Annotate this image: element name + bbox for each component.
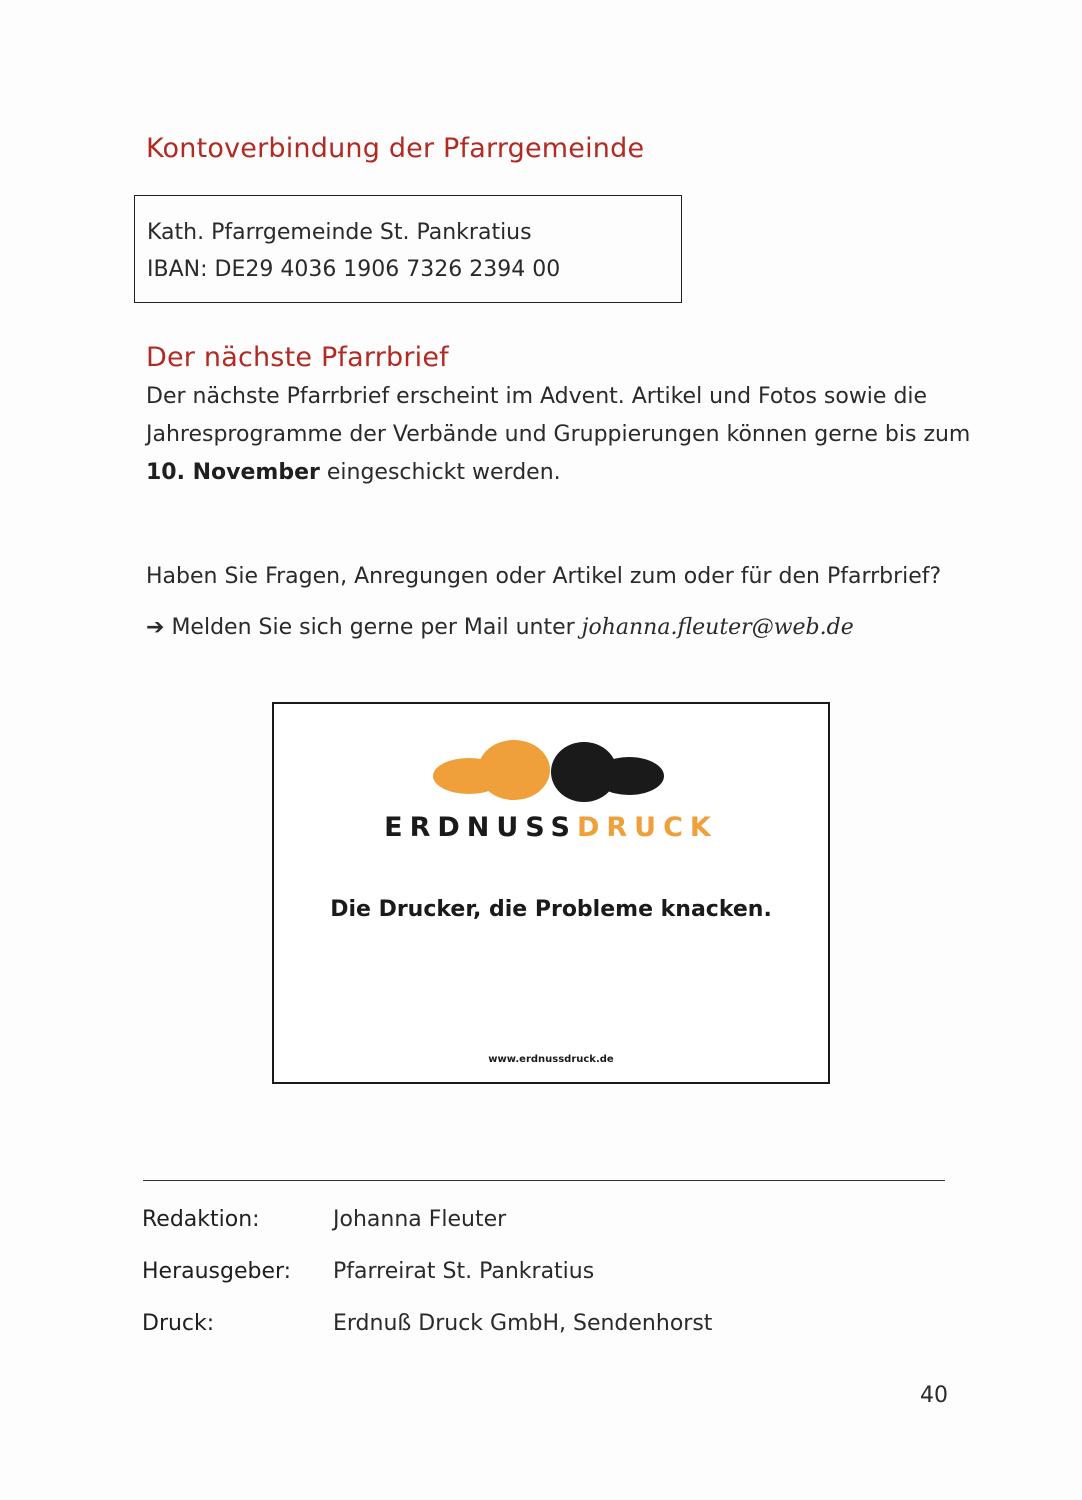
advertisement-box	[272, 702, 830, 1084]
contact-line	[146, 609, 976, 647]
questions-text: Haben Sie Fragen, Anregungen oder Artikel zum oder für den Pfarrbrief?	[146, 564, 942, 589]
pfarrbrief-text-before: Der nächste Pfarrbrief erscheint im Advent. Artikel und Fotos sowie die Jahresprogramme der Verbände und Gruppierungen können gerne bis zum	[146, 384, 971, 447]
imprint-row	[142, 1252, 842, 1304]
imprint-label: Druck:	[142, 1311, 215, 1336]
iban-line	[147, 251, 669, 288]
divider-line	[143, 1180, 945, 1181]
pfarrbrief-paragraph	[146, 378, 976, 492]
orange-peanut-shapes	[433, 740, 550, 800]
black-peanut-shapes	[551, 742, 664, 802]
email-link[interactable]: johanna.fleuter@web.de	[581, 615, 854, 640]
iban-label: IBAN:	[147, 257, 208, 282]
imprint-row	[142, 1200, 842, 1252]
account-box	[134, 195, 682, 303]
imprint-label: Redaktion:	[142, 1207, 260, 1232]
account-holder: Kath. Pfarrgemeinde St. Pankratius	[147, 220, 532, 245]
contact-prompt: Melden Sie sich gerne per Mail unter	[171, 615, 575, 640]
deadline-date: 10. November	[146, 460, 320, 485]
ad-slogan: Die Drucker, die Probleme knacken.	[330, 897, 772, 922]
imprint-value: Pfarreirat St. Pankratius	[333, 1259, 595, 1284]
pfarrbrief-heading: Der nächste Pfarrbrief	[146, 342, 449, 373]
brand-name: ERDNUSSDRUCK	[384, 812, 718, 843]
imprint-label: Herausgeber:	[142, 1259, 292, 1284]
imprint-value: Erdnuß Druck GmbH, Sendenhorst	[333, 1311, 713, 1336]
imprint	[142, 1200, 842, 1356]
iban-value: DE29 4036 1906 7326 2394 00	[214, 257, 561, 282]
imprint-value: Johanna Fleuter	[333, 1207, 507, 1232]
peanut-logo-icon	[424, 734, 674, 809]
pfarrbrief-text-after: eingeschickt werden.	[319, 460, 561, 485]
ad-url[interactable]: www.erdnussdruck.de	[488, 1054, 614, 1065]
page-number: 40	[920, 1383, 948, 1408]
konto-heading: Kontoverbindung der Pfarrgemeinde	[146, 133, 645, 164]
arrow-right-icon: ➔	[146, 615, 165, 640]
imprint-row	[142, 1304, 842, 1356]
